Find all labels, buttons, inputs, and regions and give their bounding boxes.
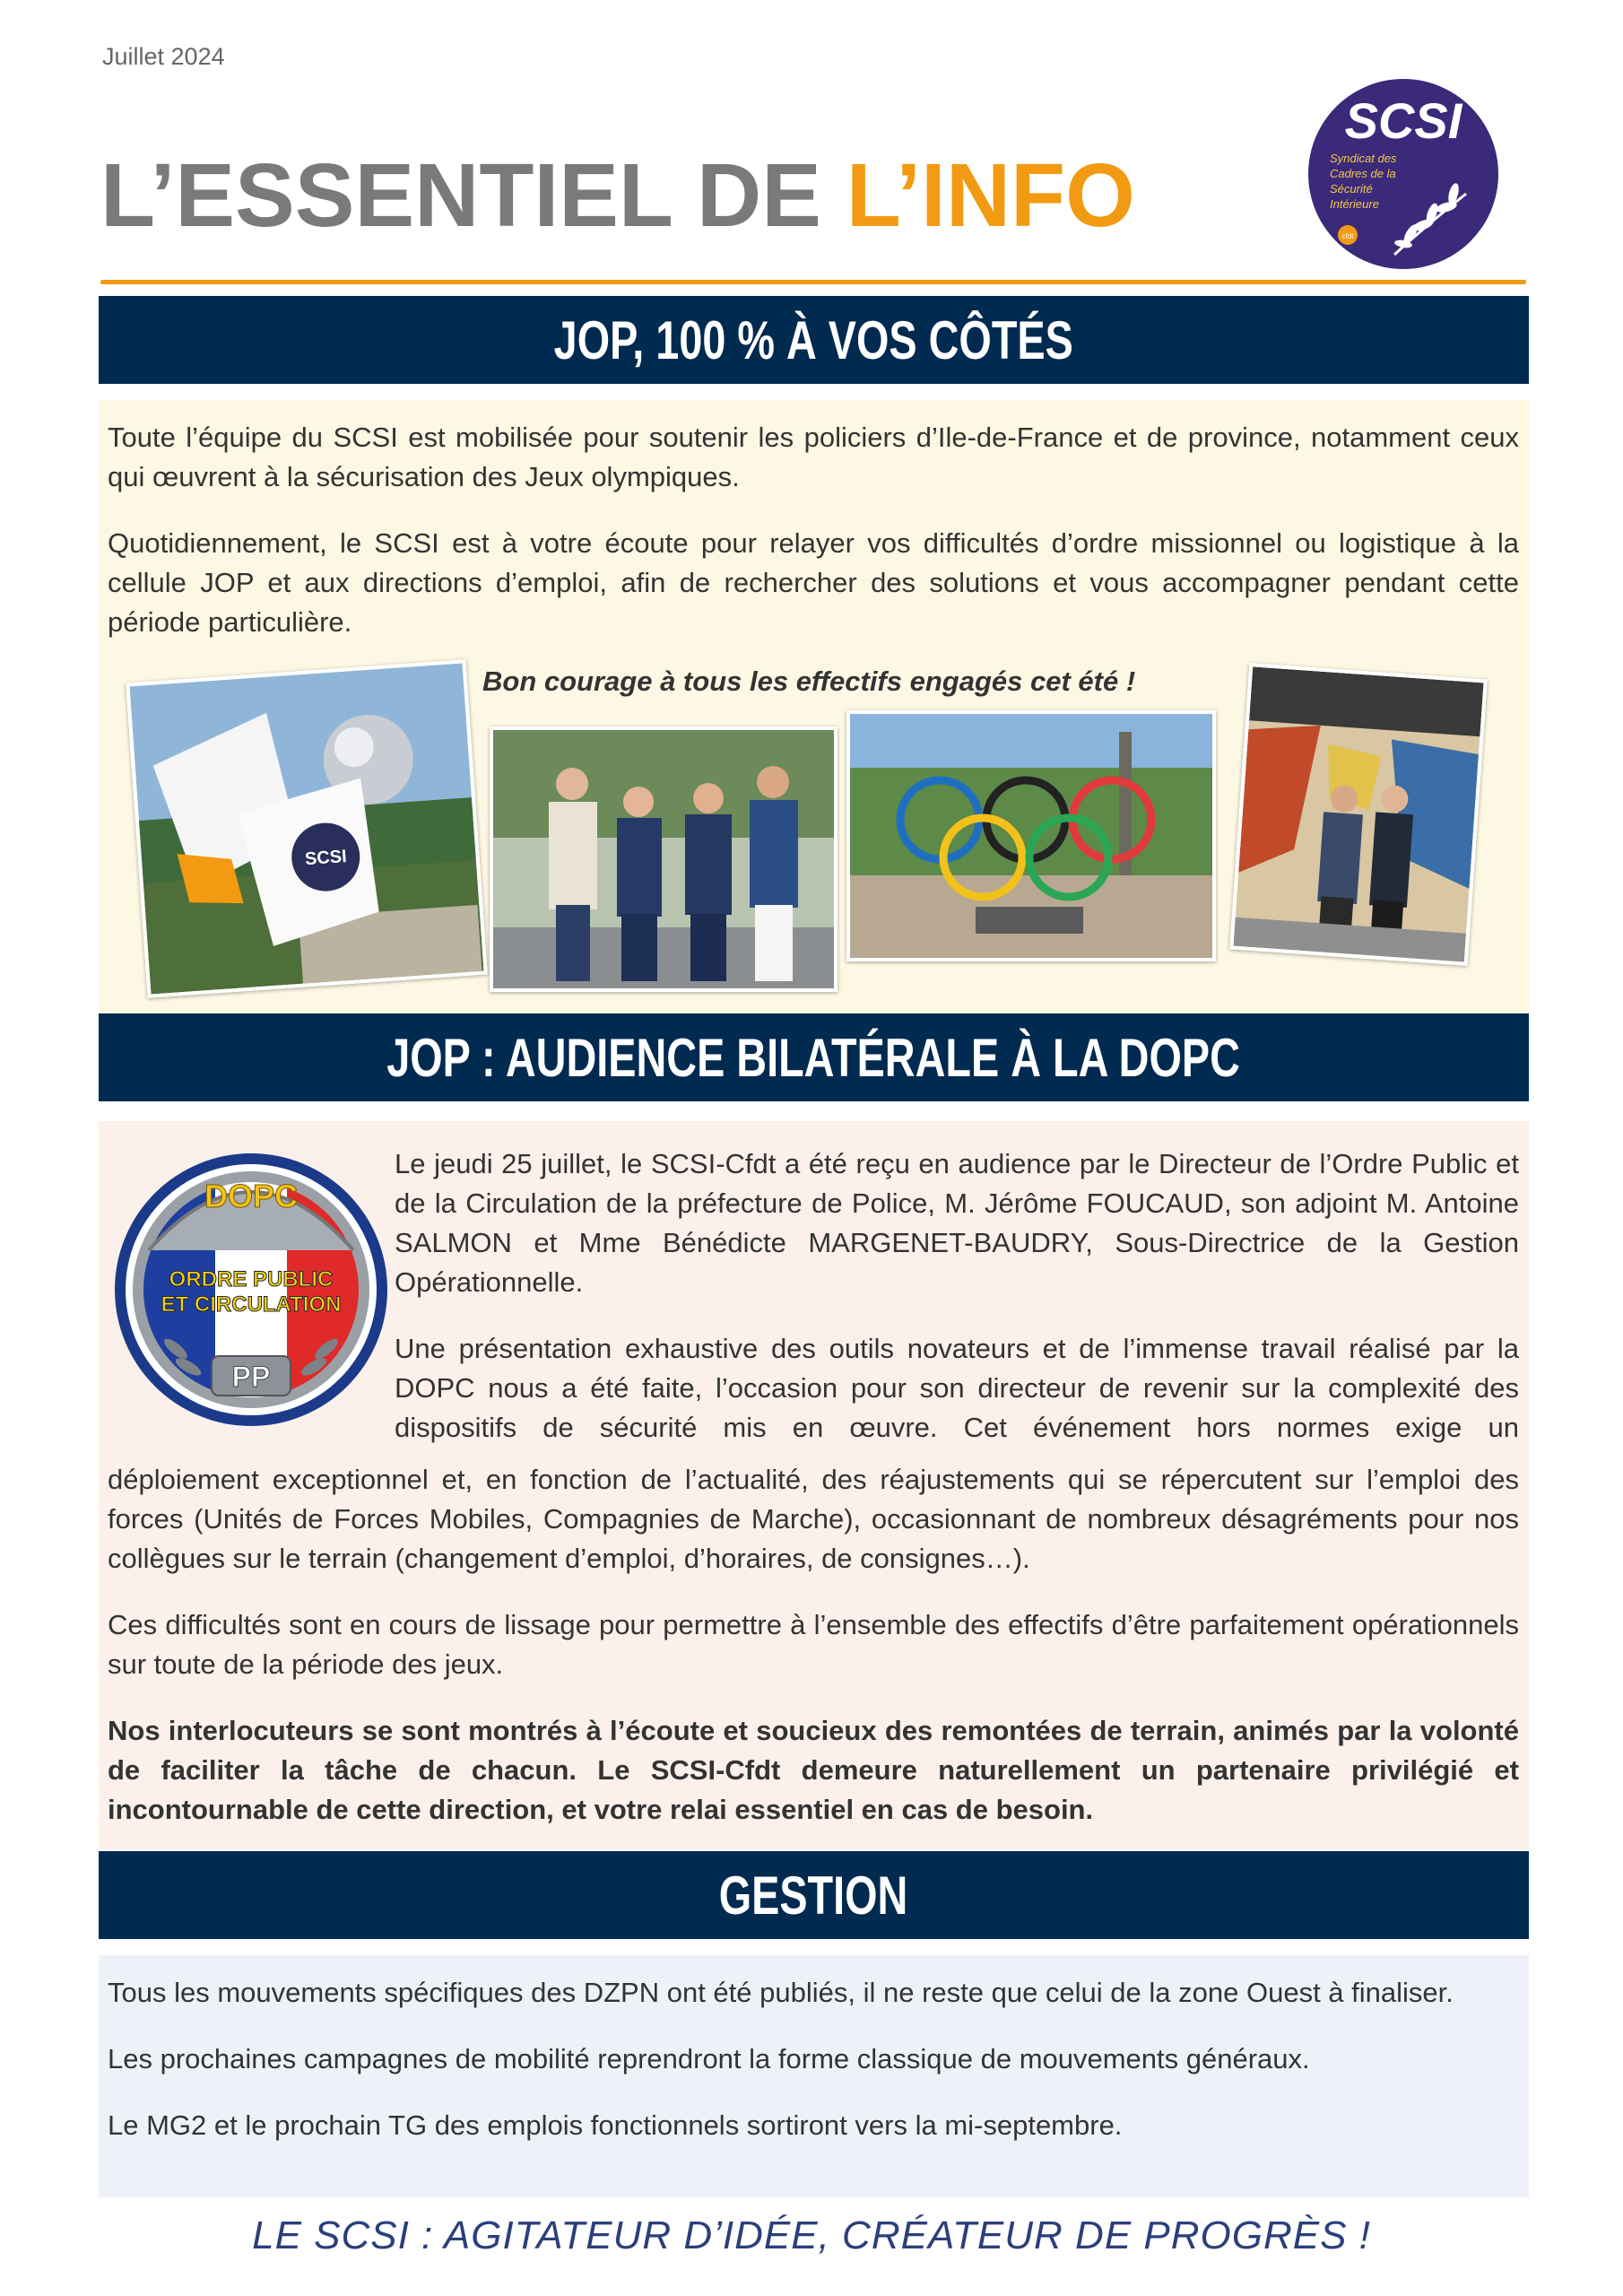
paragraph: Le jeudi 25 juillet, le SCSI-Cfdt a été reçu en audience par le Directeur de l’Ordre Public et de la Circulation de la préfecture de Police, M. Jérôme FOUCAUD, son adjoint M. Antoine SALMON et Mme Bénédicte MARGENET-BAUDRY, Sous-Directrice de la Gestion Opérationnelle.: [395, 1148, 1519, 1298]
paragraph-bold: Nos interlocuteurs se sont montrés à l’écoute et soucieux des remontées de terrain, animés par la volonté de faciliter la tâche de chacun. Le SCSI-Cfdt demeure naturellement un partenaire privilégié et incontournable de cette direction, et votre relai essentiel en cas de besoin.: [108, 1715, 1519, 1825]
logo-badge: cfdt: [1341, 232, 1354, 240]
paragraph: Une présentation exhaustive des outils novateurs et de l’immense travail réalisé par la DOPC nous a été faite, l’occasion pour son directeur de revenir sur la complexité des dispositifs de sécurité mis en œuvre. Cet événement hors normes exige un: [395, 1333, 1519, 1443]
section-heading-gestion-text: GESTION: [719, 1865, 908, 1926]
badge-bottom-text: PP: [231, 1361, 271, 1393]
section-jop-text: [108, 418, 1519, 642]
badge-line1: ORDRE PUBLIC: [169, 1267, 334, 1292]
title-part-grey: L’ESSENTIEL DE: [100, 145, 846, 246]
paragraph: Ces difficultés sont en cours de lissage pour permettre à l’ensemble des effectifs d’être parfaitement opérationnels sur toute de la période des jeux.: [108, 1609, 1519, 1680]
logo-line1: Syndicat des: [1330, 152, 1397, 165]
section-heading-dopc-text: JOP : AUDIENCE BILATÉRALE À LA DOPC: [386, 1027, 1241, 1088]
logo-line3: Sécurité: [1330, 182, 1373, 196]
header-divider: [100, 280, 1526, 284]
flag-text: SCSI: [304, 846, 348, 870]
paragraph: Le MG2 et le prochain TG des emplois fonctionnels sortiront vers la mi-septembre.: [108, 2109, 1123, 2141]
paragraph: Tous les mouvements spécifiques des DZPN ont été publiés, il ne reste que celui de la zone Ouest à finaliser.: [108, 1977, 1454, 2008]
paragraph: déploiement exceptionnel et, en fonction de l’actualité, des réajustements qui se répercutent sur l’emploi des forces (Unités de Forces Mobiles, Compagnies de Marche), occasionnant de nombreux désagréments pour nos collègues sur le terrain (changement d’emploi, d’horaires, de consignes…).: [108, 1464, 1519, 1574]
footer-slogan: LE SCSI : AGITATEUR D’IDÉE, CRÉATEUR DE PROGRÈS !: [252, 2213, 1371, 2257]
badge-top-text: DOPC: [204, 1178, 299, 1214]
photo-olympic-rings: [846, 710, 1216, 961]
logo-line2: Cadres de la: [1330, 167, 1396, 180]
photo-police-officers: [490, 726, 838, 992]
paragraph: Quotidiennement, le SCSI est à votre écoute pour relayer vos difficultés d’ordre missionnel ou logistique à la cellule JOP et aux directions d’emploi, afin de rechercher des solutions et vous accompagner pendant cette période particulière.: [108, 527, 1519, 638]
paragraph: Toute l’équipe du SCSI est mobilisée pour soutenir les policiers d’Ile-de-France et de province, notamment ceux qui œuvrent à la sécurisation des Jeux olympiques.: [108, 422, 1519, 492]
logo-line4: Intérieure: [1330, 197, 1379, 211]
logo-name: SCSI: [1344, 92, 1462, 149]
badge-line2: ET CIRCULATION: [161, 1292, 342, 1317]
photo-flags-balloon: [126, 659, 488, 998]
dopc-badge: [113, 1152, 389, 1428]
section-heading-jop-text: JOP, 100 % À VOS CÔTÉS: [553, 309, 1074, 370]
section-dopc-text-right: [395, 1144, 1519, 1448]
title-part-orange: L’INFO: [846, 145, 1135, 246]
newsletter-title: [100, 145, 1135, 246]
section-gestion-text: [108, 1973, 1519, 2145]
paragraph: Les prochaines campagnes de mobilité reprendront la forme classique de mouvements généraux.: [108, 2043, 1310, 2074]
section-heading-gestion: [99, 1851, 1529, 1939]
photo-mural: [1229, 663, 1488, 966]
section-heading-dopc: [99, 1013, 1529, 1101]
courage-message: Bon courage à tous les effectifs engagés cet été !: [482, 665, 1136, 697]
issue-date: Juillet 2024: [102, 43, 225, 70]
section-heading-jop: [99, 296, 1529, 384]
scsi-logo: [1296, 77, 1511, 271]
section-dopc-text-full: [108, 1460, 1519, 1830]
